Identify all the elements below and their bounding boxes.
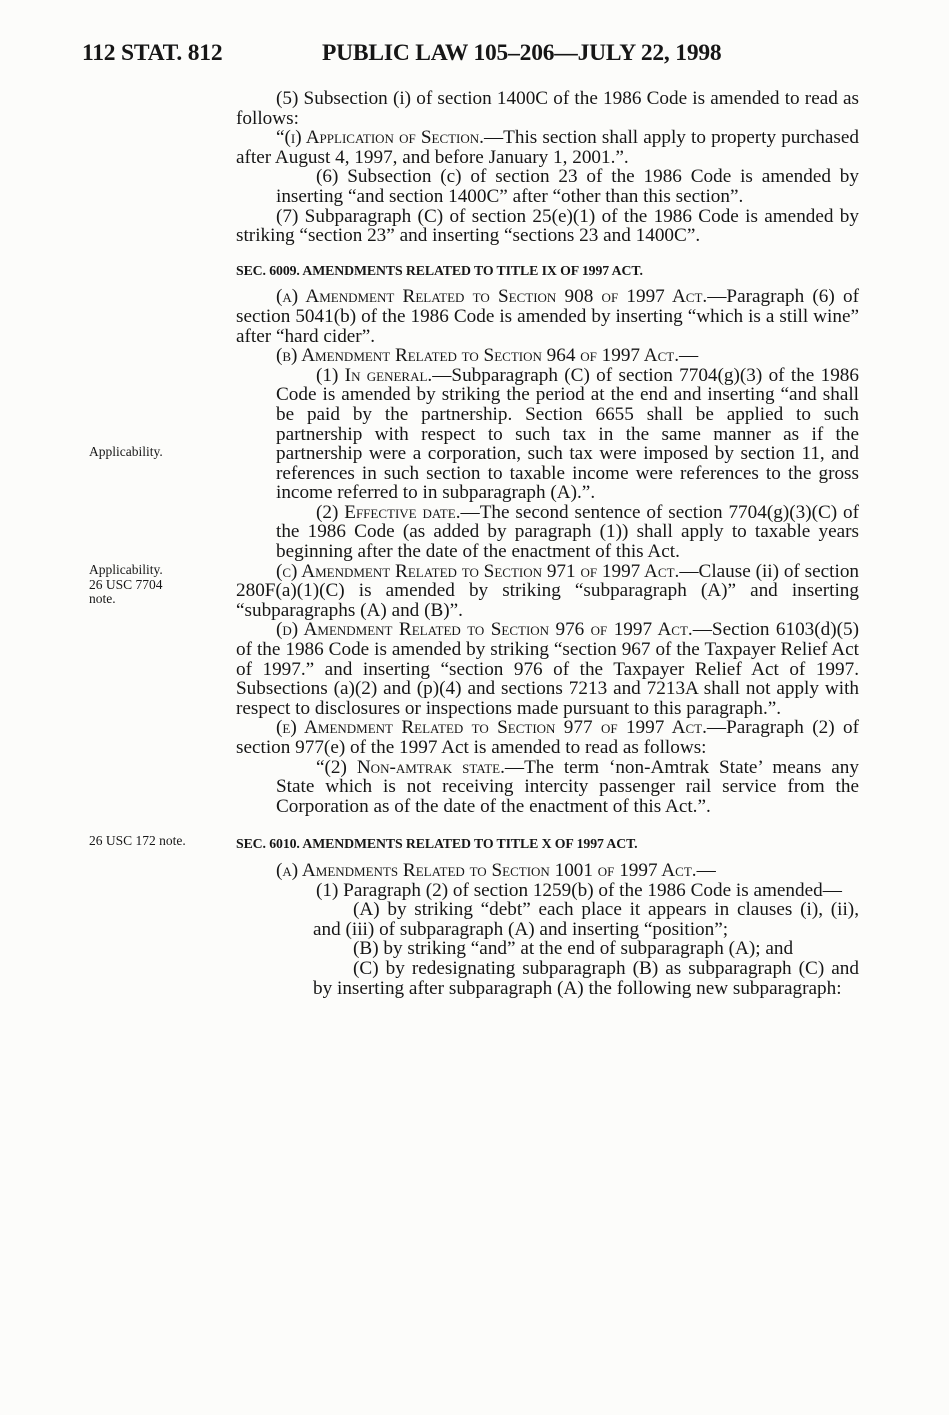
- paragraph-b2-heading: (2) Effective date.: [316, 501, 461, 523]
- subsection-e-heading: (e) Amendment Related to Section 977 of 1997 Act.: [276, 717, 707, 739]
- side-note-applicability: [89, 445, 219, 460]
- running-title: PUBLIC LAW 105–206—JULY 22, 1998: [322, 40, 722, 66]
- paragraph-i-text: [236, 128, 859, 167]
- subsection-c: [236, 562, 859, 621]
- subparagraph-C: (C) by redesignating subparagraph (B) as subparagraph (C) and by inserting after subparagraph (A) the following new subparagraph:: [313, 957, 859, 999]
- subsection-d: [236, 620, 859, 718]
- side-note-usc-172: [89, 834, 219, 849]
- side-note-text: 26 USC 172 note.: [89, 833, 186, 848]
- section-6010-heading: SEC. 6010. AMENDMENTS RELATED TO TITLE X OF 1997 ACT.: [236, 836, 638, 852]
- statute-page-number: 112 STAT. 812: [82, 40, 223, 66]
- side-note-text: Applicability.: [89, 444, 163, 459]
- paragraph-e2: [236, 758, 859, 817]
- side-note-applicability-usc: [89, 563, 219, 607]
- subsection-d-body: —Section 6103(d)(5) of the 1986 Code is amended by striking “section 967 of the Taxpayer Relief Act of 1997.” and inserting “section 976 of the Taxpayer Relief Act of 1997. Subsections (a)(2) and (p)(4) and sections 7213 and 7213A shall not apply with respect to disclosures or inspections made pursuant to this paragraph.”.: [236, 619, 859, 719]
- subsection-e-body: —Paragraph (2) of section 977(e) of the 1997 Act is amended to read as follows:: [236, 717, 859, 758]
- subsection-b-body: —: [679, 345, 699, 367]
- subsection-b: [236, 346, 859, 366]
- paragraph-a10-1: (1) Paragraph (2) of section 1259(b) of the 1986 Code is amended—: [316, 879, 842, 901]
- paragraph-6: (6) Subsection (c) of section 23 of the 1986 Code is amended by inserting “and section 1400C” after “other than this section”.: [276, 166, 859, 207]
- document-body: [236, 89, 859, 998]
- side-note-line: note.: [89, 591, 116, 606]
- heading-application-of-section: “(i) Application of Section.: [276, 127, 484, 149]
- section-6009-heading: SEC. 6009. AMENDMENTS RELATED TO TITLE IX OF 1997 ACT.: [236, 262, 643, 278]
- subsection-a-6010-body: —: [696, 859, 716, 881]
- paragraph-5: (5) Subsection (i) of section 1400C of the 1986 Code is amended to read as follows:: [236, 88, 859, 129]
- subsection-c-body: —Clause (ii) of section 280F(a)(1)(C) is amended by striking “subparagraph (A)” and inserting “subparagraphs (A) and (B)”.: [236, 560, 860, 621]
- paragraph-e2-heading: “(2) Non-amtrak state.: [316, 756, 505, 778]
- paragraph-7: (7) Subparagraph (C) of section 25(e)(1) of the 1986 Code is amended by striking “section 23” and inserting “sections 23 and 1400C”.: [236, 205, 859, 247]
- subsection-b-heading: (b) Amendment Related to Section 964 of 1997 Act.: [276, 345, 680, 367]
- subsection-d-heading: (d) Amendment Related to Section 976 of 1997 Act.: [276, 619, 693, 641]
- paragraph-e2-body: —The term ‘non-Amtrak State’ means any State which is not receiving intercity passenger rail service from the Corporation as of the date of the enactment of this Act.”.: [276, 756, 859, 817]
- subparagraph-B: (B) by striking “and” at the end of subparagraph (A); and: [353, 938, 794, 960]
- paragraph-b1-body: —Subparagraph (C) of section 7704(g)(3) of the 1986 Code is amended by striking the period at the end and inserting “and shall be paid by the partnership. Section 6655 shall be applied to such partnership with respect to such tax in the same manner as if the partnership were a corporation, such tax were imposed by section 11, and references in such section to taxable income were references to the gross income referred to in subparagraph (A).”.: [276, 364, 859, 504]
- paragraph-b1: [236, 366, 859, 503]
- subsection-a-6010-heading: (a) Amendments Related to Section 1001 of 1997 Act.: [276, 859, 697, 881]
- side-note-line: 26 USC 7704: [89, 576, 163, 592]
- subsection-a: [236, 287, 859, 346]
- side-note-line: Applicability.: [89, 562, 163, 577]
- paragraph-b1-heading: (1) In general.: [316, 364, 433, 386]
- subsection-e: [236, 718, 859, 757]
- paragraph-b2: [236, 503, 859, 562]
- subsection-a-6010: [236, 861, 859, 881]
- subparagraph-A: (A) by striking “debt” each place it appears in clauses (i), (ii), and (iii) of subparagraph (A) and inserting “position”;: [313, 899, 859, 940]
- paragraph-i-body: —This section shall apply to property purchased after August 4, 1997, and before January 1, 2001.”.: [236, 127, 859, 168]
- page-header: [82, 40, 862, 70]
- subsection-c-heading: (c) Amendment Related to Section 971 of 1997 Act.: [276, 560, 680, 582]
- subsection-a-heading: (a) Amendment Related to Section 908 of 1997 Act.: [276, 286, 708, 308]
- paragraph-b2-body: —The second sentence of section 7704(g)(3)(C) of the 1986 Code (as added by paragraph (1)) shall apply to taxable years beginning after the date of the enactment of this Act.: [276, 501, 859, 563]
- subsection-a-body: —Paragraph (6) of section 5041(b) of the 1986 Code is amended by inserting “which is a still wine” after “hard cider”.: [236, 286, 860, 347]
